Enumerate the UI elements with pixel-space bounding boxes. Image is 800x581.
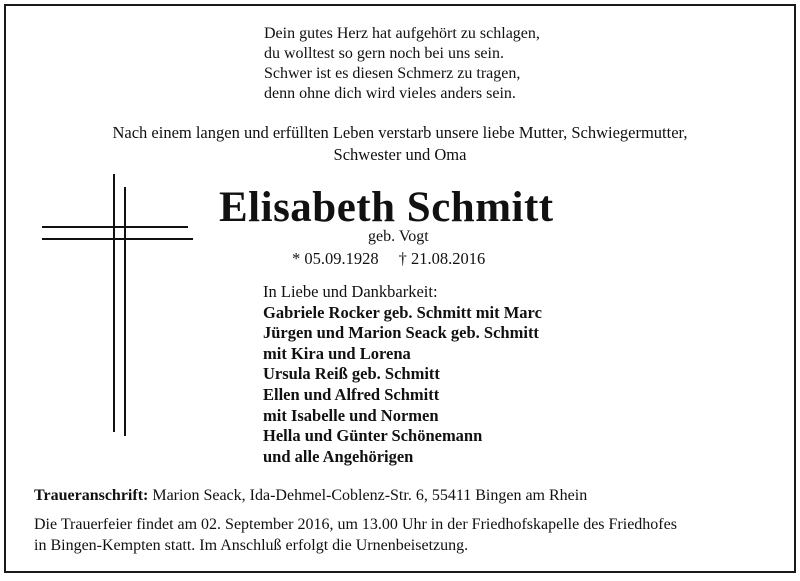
death-date: † 21.08.2016 — [398, 249, 486, 268]
mourning-address — [34, 486, 587, 506]
mourner-line: Ursula Reiß geb. Schmitt — [263, 364, 440, 384]
poem-line: du wolltest so gern noch bei uns sein. — [264, 45, 504, 62]
cross-vertical-bar — [113, 174, 115, 432]
deceased-name: Elisabeth Schmitt — [219, 184, 554, 231]
poem-line: Schwer ist es diesen Schmerz zu tragen, — [264, 65, 521, 82]
ceremony-line: Die Trauerfeier findet am 02. September 2016, um 13.00 Uhr in der Friedhofskapelle des Friedhofes — [34, 516, 677, 533]
mourner-line: Gabriele Rocker geb. Schmitt mit Marc — [263, 302, 542, 322]
mourner-line: Hella und Günter Schönemann — [263, 426, 483, 446]
mourners-lead: In Liebe und Dankbarkeit: — [263, 282, 438, 301]
ceremony-line: in Bingen-Kempten statt. Im Anschluß erfolgt die Urnenbeisetzung. — [34, 536, 469, 554]
poem-line: denn ohne dich wird vieles anders sein. — [264, 85, 516, 102]
obituary-notice — [4, 4, 796, 573]
cross-icon — [6, 6, 206, 446]
mourners-list — [263, 282, 542, 467]
mourner-line: Ellen und Alfred Schmitt — [263, 384, 440, 404]
mourner-line: mit Kira und Lorena — [263, 343, 411, 363]
cross-horizontal-bar — [42, 238, 193, 240]
poem — [264, 24, 540, 104]
address-label: Traueranschrift: — [34, 487, 149, 504]
cross-vertical-bar — [124, 187, 126, 436]
mourner-line: Jürgen und Marion Seack geb. Schmitt — [263, 323, 539, 343]
address-text: Marion Seack, Ida-Dehmel-Coblenz-Str. 6, 55411 Bingen am Rhein — [152, 487, 588, 504]
cross-horizontal-bar — [42, 226, 188, 228]
ceremony-info — [34, 515, 677, 556]
mourner-line: mit Isabelle und Normen — [263, 405, 439, 425]
life-dates — [292, 249, 485, 269]
poem-line: Dein gutes Herz hat aufgehört zu schlagen, — [264, 25, 540, 42]
intro-line: Schwester und Oma — [333, 145, 467, 164]
mourner-line: und alle Angehörigen — [263, 446, 414, 466]
maiden-name: geb. Vogt — [368, 228, 429, 245]
birth-date: * 05.09.1928 — [292, 249, 379, 268]
intro-line: Nach einem langen und erfüllten Leben verstarb unsere liebe Mutter, Schwiegermutter, — [112, 123, 688, 142]
